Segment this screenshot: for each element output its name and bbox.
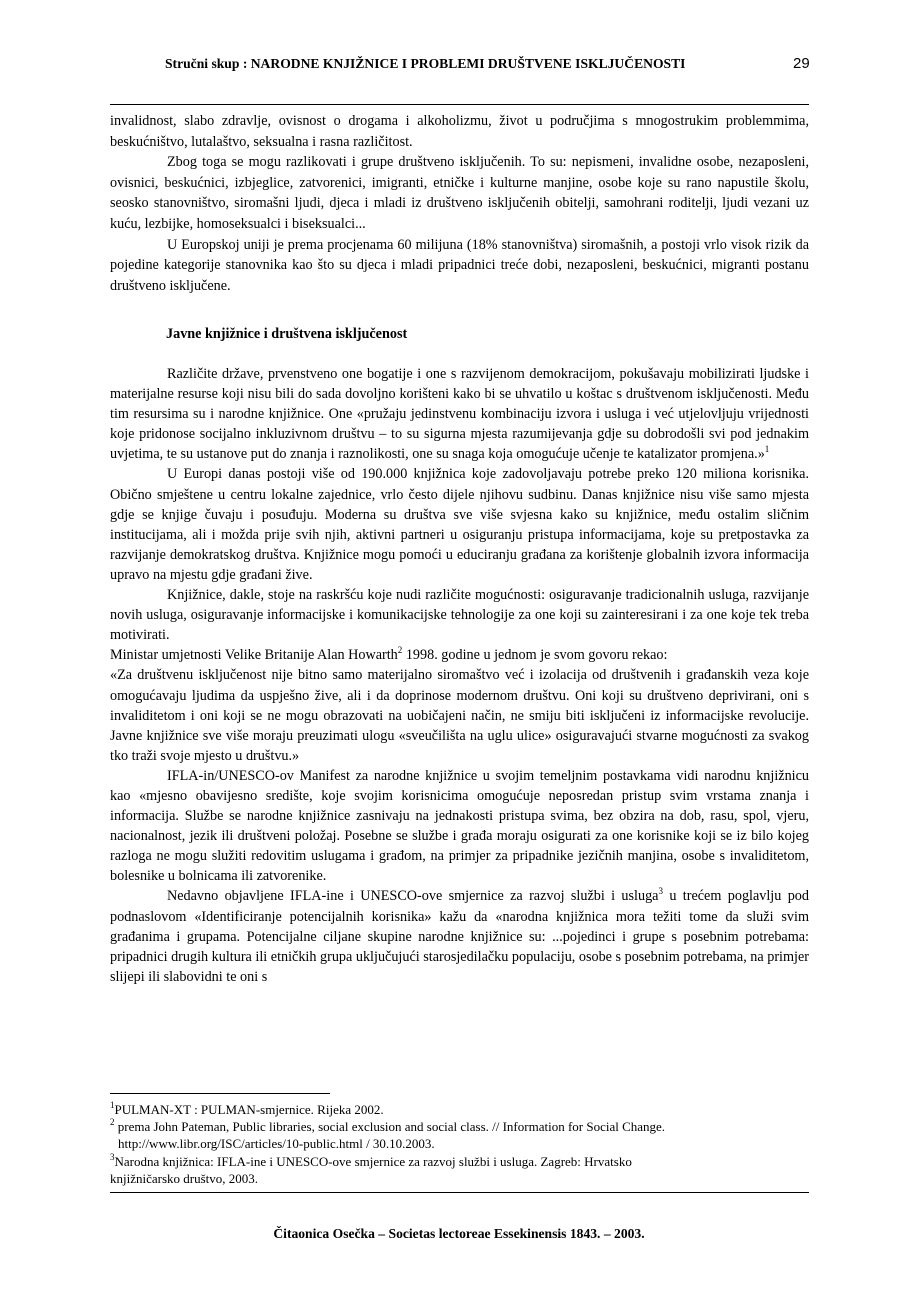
footer-rule — [110, 1192, 809, 1193]
paragraph — [110, 364, 809, 464]
paragraph: invalidnost, slabo zdravlje, ovisnost o drogama i alkoholizmu, život u područjima s mnogostrukim problemmima, beskućništvo, lutalaštvo, seksualna i rasna različitost. — [110, 113, 809, 150]
section-body — [110, 364, 809, 987]
paragraph — [110, 886, 809, 986]
paragraph-text: Različite države, prvenstveno one bogatije i one s razvijenom demokracijom, pokušavaju mobilizirati ljudske i materijalne resurse koji nisu bili do sada dovoljno korišteni kako bi se uhvatilo u koštac s društvenom isključenosti. Među tim resursima su i narodne knjižnice. One «pružaju jedinstvenu kombinaciju izvora i usluga i već utjelovljuju vrijednosti koje pridonose socijalno inkluzivnom društvu – to su sigurna mjesta razumijevanja gdje su dobrodošli svi pod jednakim uvjetima, te su ustanove put do znanja i raznolikosti, one su snaga koja omogućuje učenje te katalizator promjena.» — [110, 366, 809, 463]
footnote-text: prema John Pateman, Public libraries, social exclusion and social class. // Information for Social Change. — [114, 1119, 666, 1135]
paragraph: U Europskoj uniji je prema procjenama 60 milijuna (18% stanovništva) siromašnih, a postoji vrlo visok rizik da pojedine kategorije stanovnika kao što su djeca i mladi pripadnici treće dobi, nezaposleni, beskućnici, migranti postanu društveno isključene. — [110, 236, 809, 294]
footnote-ref: 1 — [764, 444, 770, 455]
paragraph-text: Nedavno objavljene IFLA-ine i UNESCO-ove smjernice za razvoj službi i usluga — [167, 888, 659, 905]
footnote-continuation: knjižničarsko društvo, 2003. — [110, 1170, 259, 1186]
footnote-rule — [110, 1093, 330, 1094]
paragraph: U Europi danas postoji više od 190.000 knjižnica koje zadovoljavaju potrebe preko 120 miliona korisnika. Obično smještene u centru lokalne zajednice, vrlo često dijele njihovu sudbinu. Danas knjižnice nisu više samo mjesta gdje se knjige čuvaju i posuđuju. Moderna su društva sve više svjesna kako su knjižnice, među ostalim sličnim institucijama, ali i možda prije svih njih, aktivni partneri u osiguranju pristupa informacijama, koje su pretpostavka za razvijanje demokratskog društva. Knjižnice mogu pomoći u educiranju građana za korištenje globalnih izvora informacija upravo na mjestu gdje građani žive. — [110, 466, 809, 583]
footnote-number: 3 — [110, 1151, 115, 1162]
paragraph-text: 1998. godine u jednom je svom govoru rekao: — [402, 647, 668, 664]
paragraph: IFLA-in/UNESCO-ov Manifest za narodne knjižnice u svojim temeljnim postavkama vidi narodnu knjižnicu kao «mjesno obavijesno središte, koje svojim korisnicima omogućuje neposredan pristup svim vrstama znanja i informacija. Službe se narodne knjižnice zasnivaju na jednakosti pristupa svima, bez obzira na dob, rasu, spol, vjeru, nacionalnost, jezik ili društveni položaj. Posebne se službe i građa moraju osigurati za one korisnike koji se iz bilo kojeg razloga ne mogu služiti redovitim uslugama i građom, na primjer za pripadnike jezičnih manjina, osobe s invaliditetom, bolesnike u bolnicama ili zatvorenike. — [110, 767, 809, 885]
paragraph-text: Ministar umjetnosti Velike Britanije Alan Howarth — [110, 647, 398, 664]
footnote-url[interactable]: http://www.libr.org/ISC/articles/10-public.html / 30.10.2003. — [118, 1136, 435, 1152]
page-number: 29 — [793, 55, 810, 72]
footnote-text: PULMAN-XT : PULMAN-smjernice. Rijeka 2002. — [114, 1102, 384, 1117]
footnote-ref: 2 — [397, 645, 403, 656]
footer-text: Čitaonica Osečka – Societas lectoreae Essekinensis 1843. – 2003. — [273, 1226, 645, 1241]
intro-text — [110, 111, 809, 296]
paragraph-text: u trećem poglavlju pod podnaslovom «Identificiranje potencijalnih korisnika» kažu da «narodna knjižnica mora težiti tome da služi svim građanima i grupama. Potencijalne ciljane skupine narodne knjižnice su: ...pojedinci i grupe s posebnim potrebama: pripadnici drugih kultura ili etničkih grupa uključujući starosjedilačku populaciju, osobe s posebnim potrebama, na primjer slijepi ili slabovidni te oni s — [110, 888, 809, 985]
section-heading: Javne knjižnice i društvena isključenost — [166, 326, 408, 342]
footnote-text: Narodna knjižnica: IFLA-ine i UNESCO-ove smjernice za razvoj službi i usluga. Zagreb: Hrvatsko — [114, 1153, 632, 1169]
footnote-number: 1 — [110, 1100, 115, 1110]
paragraph: Knjižnice, dakle, stoje na raskršću koje nudi različite mogućnosti: osiguravanje tradicionalnih usluga, razvijanje novih usluga, osiguravanje informacijske i komunikacijske tehnologije za one koji su zainteresirani i za one koje tek treba motivirati. — [110, 587, 809, 644]
paragraph: Zbog toga se mogu razlikovati i grupe društveno isključenih. To su: nepismeni, invalidne osobe, nezaposleni, ovisnici, beskućnici, izbjeglice, zatvorenici, imigranti, etničke i kulturne manjine, osobe koje su rano napustile školu, seosko stanovništvo, siromašni ljudi, djeca i mladi iz društveno isključenih obitelji, samohrani roditelji, ljudi vezani uz kuću, lezbijke, homoseksualci i biseksualci... — [110, 154, 809, 232]
footnote — [110, 1101, 809, 1118]
quote-paragraph: «Za društvenu isključenost nije bitno samo materijalno siromaštvo već i izolacija od društvenih i građanskih veza koje omogućavaju ljudima da uspješno žive, ali i da doprinose modernom društvu. Oni koji su društveno deprivirani, oni s invaliditetom i oni koji se ne mogu obrazovati na uobičajeni način, ne smiju biti isključeni iz informacijske revolucije. Javne knjižnice sve više moraju preuzimati ulogu «sveučilišta na uglu ulice» osiguravajući stvarne mogućnosti za svakog tko traži svoje mjesto u društvu.» — [110, 667, 809, 764]
footnote-ref: 3 — [658, 886, 663, 897]
footnote — [110, 1118, 809, 1135]
paragraph — [110, 645, 809, 665]
footnote — [110, 1153, 809, 1170]
footnote-number: 2 — [110, 1117, 115, 1128]
footnotes — [110, 1101, 809, 1187]
running-title: Stručni skup : NARODNE KNJIŽNICE I PROBLEMI DRUŠTVENE ISKLJUČENOSTI — [165, 56, 686, 71]
header-rule — [110, 104, 809, 105]
